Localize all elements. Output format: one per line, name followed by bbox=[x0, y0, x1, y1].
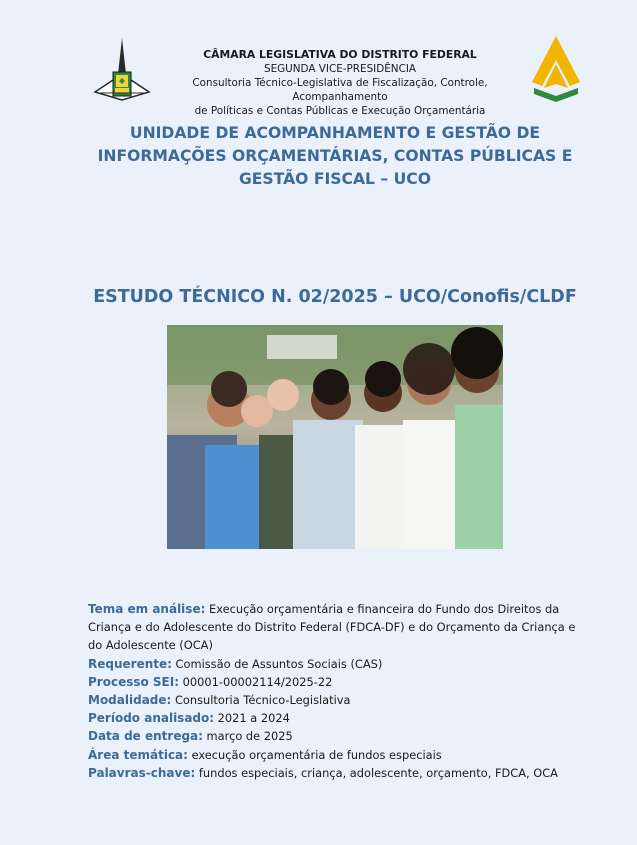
study-details bbox=[88, 600, 586, 782]
unit-title bbox=[80, 122, 590, 191]
detail-value: Execução orçamentária e financeira do Fundo dos Direitos da Criança e do Adolescente do Distrito Federal (FDCA-DF) e do Orçamento da Criança e do Adolescente (OCA) bbox=[88, 602, 576, 653]
org-subtitle-3: de Políticas e Contas Públicas e Execução Orçamentária bbox=[194, 105, 486, 117]
detail-row-modality bbox=[88, 691, 586, 709]
detail-value: março de 2025 bbox=[202, 729, 293, 744]
detail-label: Área temática: bbox=[88, 747, 188, 762]
organization-header bbox=[150, 48, 530, 118]
detail-row-keywords bbox=[88, 764, 586, 782]
brasilia-arrow-logo bbox=[530, 34, 582, 104]
detail-row-delivery-date bbox=[88, 727, 586, 745]
unit-title-line-3: GESTÃO FISCAL – UCO bbox=[238, 170, 431, 188]
unit-title-line-1: UNIDADE DE ACOMPANHAMENTO E GESTÃO DE bbox=[129, 124, 541, 142]
detail-value: execução orçamentária de fundos especiais bbox=[187, 747, 442, 762]
detail-row-process bbox=[88, 673, 586, 691]
detail-label: Data de entrega: bbox=[88, 729, 203, 744]
org-subtitle-2: Consultoria Técnico-Legislativa de Fiscalização, Controle, Acompanhamento bbox=[192, 77, 488, 103]
detail-value: 00001-00002114/2025-22 bbox=[179, 674, 333, 689]
detail-label: Requerente: bbox=[88, 656, 172, 671]
detail-row-theme bbox=[88, 600, 586, 655]
detail-label: Modalidade: bbox=[88, 693, 172, 708]
detail-row-period bbox=[88, 709, 586, 727]
detail-row-requester bbox=[88, 655, 586, 673]
detail-value: Comissão de Assuntos Sociais (CAS) bbox=[171, 656, 383, 671]
org-name: CÂMARA LEGISLATIVA DO DISTRITO FEDERAL bbox=[203, 48, 477, 61]
children-group-photo bbox=[167, 325, 503, 549]
detail-value: 2021 a 2024 bbox=[214, 711, 290, 726]
detail-label: Período analisado: bbox=[88, 711, 215, 726]
detail-label: Processo SEI: bbox=[88, 674, 180, 689]
detail-label: Tema em análise: bbox=[88, 602, 206, 616]
study-title: ESTUDO TÉCNICO N. 02/2025 – UCO/Conofis/CLDF bbox=[93, 287, 577, 307]
cldf-emblem-logo bbox=[93, 36, 151, 108]
unit-title-line-2: INFORMAÇÕES ORÇAMENTÁRIAS, CONTAS PÚBLICAS E bbox=[97, 147, 573, 165]
detail-label: Palavras-chave: bbox=[88, 765, 196, 780]
detail-value: fundos especiais, criança, adolescente, orçamento, FDCA, OCA bbox=[195, 765, 558, 780]
detail-row-area bbox=[88, 746, 586, 764]
detail-value: Consultoria Técnico-Legislativa bbox=[171, 693, 351, 708]
org-subtitle-1: SEGUNDA VICE-PRESIDÊNCIA bbox=[263, 63, 417, 75]
